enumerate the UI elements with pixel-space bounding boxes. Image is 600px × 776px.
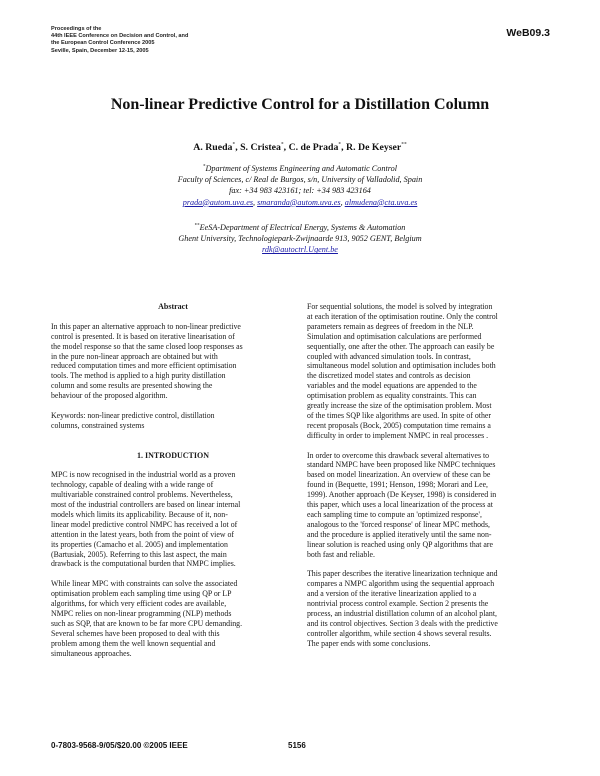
abstract-line: in the pure non-linear approach are obtained but with: [51, 351, 218, 361]
author-mark: *: [232, 141, 236, 148]
footer-page-number: 5156: [288, 741, 306, 750]
footer-isbn: 0-7803-9568-9/05/$20.00 ©2005 IEEE: [51, 741, 188, 750]
body-line: difficulty in order to implement NMPC in real processes .: [307, 430, 489, 440]
body-line: The paper ends with some conclusions.: [307, 638, 431, 648]
email-separator: ,: [340, 197, 345, 207]
right-column: [307, 302, 551, 649]
email-link[interactable]: smaranda@autom.uva.es: [257, 197, 341, 207]
abstract-line: reduced computation times and more efficient optimisation: [51, 361, 237, 371]
body-line: This paper describes the iterative linearization technique and: [307, 569, 498, 579]
body-line: 1999). Another approach (De Keyser, 1998) is considered in: [307, 490, 497, 500]
body-line: process, an industrial distillation column of an alcohol plant,: [307, 609, 497, 619]
body-line: controller algorithm, while section 4 shows several results.: [307, 628, 492, 638]
author-name: , S. Cristea: [235, 142, 281, 153]
intro-line: most of the industrial controllers are based on linear internal: [51, 500, 241, 510]
body-line: coupled with advanced simulation tools. In contrast,: [307, 351, 471, 361]
body-line: each sampling time to compute an 'optimized response',: [307, 510, 482, 520]
intro-line: its properties (Camacho et al. 2005) and implementation: [51, 539, 228, 549]
proceedings-header: [51, 26, 291, 55]
abstract-line: the model response so that the same closed loop responses as: [51, 341, 243, 351]
email-link[interactable]: rdk@autoctrl.Ugent.be: [262, 245, 338, 255]
intro-line: optimisation problem each sampling time using QP or LP: [51, 589, 232, 599]
body-line: greatly increase the size of the optimisation problem. Most: [307, 401, 492, 411]
body-line: variables and the model equations are appended to the: [307, 381, 477, 391]
author-name: , C. de Prada: [283, 142, 339, 153]
intro-line: (Bartusiak, 2005). Referring to this last aspect, the main: [51, 549, 227, 559]
intro-line: such as SQP, that are known to be far more CPU demanding.: [51, 618, 243, 628]
left-column: [51, 302, 295, 659]
body-line: and the procedure is applied iteratively until the same non-: [307, 529, 492, 539]
body-line: simultaneous model solution and optimisation includes both: [307, 361, 496, 371]
body-line: and a version of the iterative linearization applied to a: [307, 589, 477, 599]
affiliation-phone: fax: +34 983 423161; tel: +34 983 423164: [229, 186, 371, 196]
author-name: A. Rueda: [193, 142, 233, 153]
intro-line: drawback is the computational burden that NMPC implies.: [51, 559, 236, 569]
intro-heading: 1. INTRODUCTION: [136, 450, 209, 460]
body-line: of the times SQP like algorithms are used. In spite of other: [307, 410, 492, 420]
body-line: found in (Bequette, 1991; Henson, 1998; Morari and Lee,: [307, 480, 489, 490]
affiliation-mark: **: [194, 223, 200, 229]
affiliation-address: Faculty of Sciences, c/ Real de Burgos, s/n, University of Valladolid, Spain: [177, 175, 423, 185]
intro-line: problem among them the well known sequential and: [51, 638, 216, 648]
author-list: [0, 142, 600, 153]
intro-line: NMPC relies on non-linear programming (NLP) methods: [51, 609, 232, 618]
paper-title: Non-linear Predictive Control for a Distillation Column: [110, 96, 490, 113]
body-line: this paper, which uses a local linearization of the process at: [307, 500, 493, 510]
author-mark: *: [280, 141, 284, 148]
body-line: based on model linearization. An overview of these can be: [307, 470, 491, 480]
body-line: compares a NMPC algorithm using the sequential approach: [307, 579, 495, 589]
abstract-line: tools. The method is applied to a high purity distillation: [51, 371, 226, 381]
affiliation-address: Ghent University, Technologiepark-Zwijnaarde 913, 9052 GENT, Belgium: [178, 234, 422, 244]
body-line: at each iteration of the optimisation routine. Only the control: [307, 311, 498, 321]
affiliation-mark: *: [203, 164, 206, 170]
proceedings-line: 44th IEEE Conference on Decision and Control, and: [51, 33, 189, 40]
body-line: optimisation problem as equality constraints. This can: [307, 391, 477, 401]
intro-line: MPC is now recognised in the industrial world as a proven: [51, 470, 236, 480]
intro-line: multivariable constrained control problems. Nevertheless,: [51, 490, 233, 500]
intro-line: models which limits its applicability. Because of it, non-: [51, 509, 228, 519]
affiliation-dept: Dpartment of Systems Engineering and Automatic Control: [205, 164, 397, 173]
affiliation-ghent: [0, 222, 600, 256]
body-line: nontrivial process control example. Section 2 presents the: [307, 599, 489, 609]
keywords-line: columns, constrained systems: [51, 420, 145, 430]
email-separator: ,: [253, 197, 258, 207]
body-line: and its control objectives. Section 3 deals with the predictive: [307, 618, 498, 628]
email-link[interactable]: almudena@cta.uva.es: [344, 197, 418, 207]
affiliation-valladolid: [0, 163, 600, 208]
body-line: recent proposals (Bock, 2005) computation time remains a: [307, 420, 491, 430]
email-link[interactable]: prada@autom.uva.es: [182, 197, 254, 207]
body-line: analogous to the 'forced response' of linear MPC methods,: [307, 519, 490, 529]
intro-line: attention in the latest years, both from the point of view of: [51, 529, 234, 539]
proceedings-line: the European Control Conference 2005: [51, 40, 155, 47]
body-line: In order to overcome this drawback several alternatives to: [307, 450, 490, 460]
affiliation-dept: EeSA-Department of Electrical Energy, Systems & Automation: [199, 223, 406, 232]
body-line: For sequential solutions, the model is solved by integration: [307, 302, 493, 311]
intro-line: simultaneous approaches.: [51, 648, 132, 658]
abstract-line: column and some results are presented showing the: [51, 381, 213, 391]
intro-line: linear model predictive control NMPC has received a lot of: [51, 519, 238, 529]
intro-line: algorithms, for which very efficient codes are available,: [51, 599, 227, 609]
body-line: Simulation and optimisation calculations are performed: [307, 331, 482, 341]
body-line: linear solution is reached using only QP algorithms that are: [307, 539, 493, 549]
author-mark: *: [338, 141, 342, 148]
intro-line: Several schemes have been proposed to deal with this: [51, 628, 220, 638]
body-line: parameters remain as degrees of freedom in the NLP.: [307, 321, 474, 331]
author-mark: **: [401, 141, 407, 148]
abstract-line: control is presented. It is based on iterative linearisation of: [51, 331, 235, 341]
body-line: sequentially, one after the other. The approach can easily be: [307, 341, 495, 351]
body-line: both fast and reliable.: [307, 549, 375, 559]
body-line: the discretized model states and controls as decision: [307, 371, 471, 381]
intro-line: While linear MPC with constraints can solve the associated: [51, 579, 238, 589]
author-name: , R. De Keyser: [341, 142, 402, 153]
abstract-line: In this paper an alternative approach to non-linear predictive: [51, 321, 241, 331]
proceedings-line: Seville, Spain, December 12-15, 2005: [51, 47, 149, 54]
abstract-heading: Abstract: [158, 302, 188, 311]
abstract-line: behaviour of the proposed algorithm.: [51, 391, 168, 401]
body-line: standard NMPC have been proposed like NMPC techniques: [307, 460, 496, 470]
keywords-line: Keywords: non-linear predictive control, distillation: [51, 410, 215, 420]
session-code: WeB09.3: [506, 27, 550, 39]
proceedings-line: Proceedings of the: [51, 26, 102, 32]
intro-line: technology, capable of dealing with a wide range of: [51, 480, 214, 490]
